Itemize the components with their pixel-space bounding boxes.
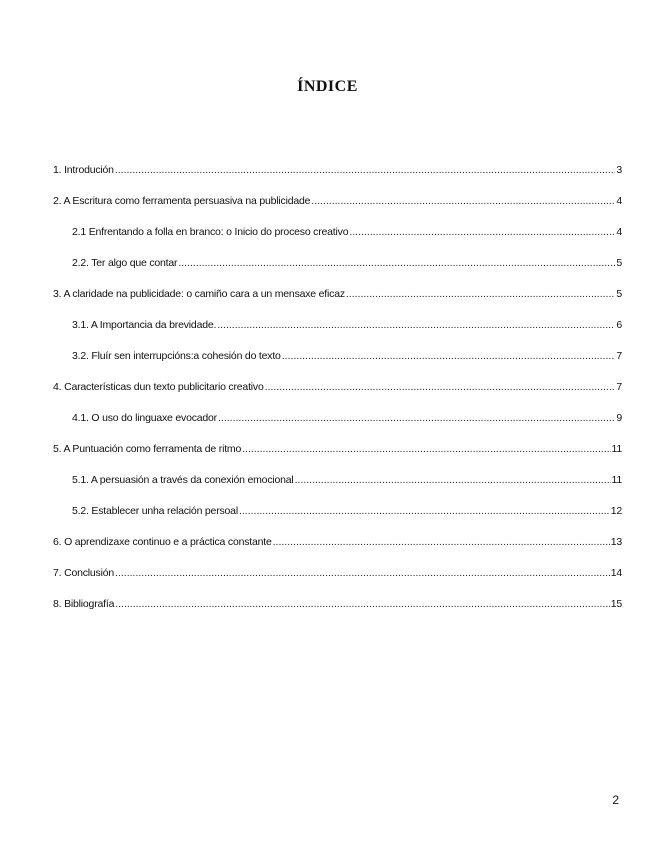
page-number: 2 [612,793,619,807]
dot-leader [115,566,610,580]
toc-entry-brevidade[interactable] [72,318,622,332]
toc-entry-folla-en-branco[interactable] [72,225,622,239]
toc-entry-introducion[interactable] [53,163,622,177]
dot-leader [295,473,611,487]
toc-entry-label: 2.2. Ter algo que contar [72,257,178,269]
toc-entry-conclusion[interactable] [53,566,622,580]
toc-entry-page: 4 [616,195,622,207]
toc-entry-page: 4 [616,226,622,238]
toc-entry-label: 8. Bibliografía [53,598,115,610]
toc-entry-cohesion[interactable] [72,349,622,363]
page-title: ÍNDICE [297,78,358,95]
toc-entry-page: 5 [616,257,622,269]
toc-entry-label: 4. Características dun texto publicitario creativo [53,381,264,393]
toc-entry-aprendizaxe[interactable] [53,535,622,549]
dot-leader [311,194,615,208]
dot-leader [115,163,616,177]
dot-leader [239,504,610,518]
toc-entry-label: 5. A Puntuación como ferramenta de ritmo [53,443,242,455]
toc-entry-label: 2. A Escritura como ferramenta persuasiva na publicidade [53,195,311,207]
toc-entry-page: 6 [616,319,622,331]
toc-entry-page: 13 [610,536,622,548]
dot-leader [346,287,615,301]
toc-entry-page: 7 [616,350,622,362]
toc-entry-label: 5.2. Establecer unha relación persoal [72,505,238,517]
dot-leader [115,597,610,611]
toc-entry-page: 5 [616,288,622,300]
toc-entry-label: 4.1. O uso do linguaxe evocador [72,412,217,424]
toc-entry-page: 14 [610,567,622,579]
toc-entry-page: 11 [611,443,622,455]
toc-entry-linguaxe-evocador[interactable] [72,411,622,425]
toc-entry-page: 15 [610,598,622,610]
toc-entry-bibliografia[interactable] [53,597,622,611]
toc-entry-label: 3.2. Fluír sen interrupcións:a cohesión do texto [72,350,281,362]
toc-entry-ter-algo-que-contar[interactable] [72,256,622,270]
toc-entry-page: 9 [616,412,622,424]
toc-entry-page: 11 [611,474,622,486]
toc-entry-label: 3. A claridade na publicidade: o camiño cara a un mensaxe eficaz [53,288,345,300]
dot-leader [217,318,615,332]
toc-entry-label: 7. Conclusión [53,567,115,579]
toc-entry-page: 3 [616,164,622,176]
toc-entry-escritura[interactable] [53,194,622,208]
toc-entry-label: 3.1. A Importancia da brevidade. [72,319,217,331]
toc-entry-page: 7 [616,381,622,393]
toc-entry-claridade[interactable] [53,287,622,301]
dot-leader [242,442,610,456]
toc-entry-label: 2.1 Enfrentando a folla en branco: o Inicio do proceso creativo [72,226,349,238]
dot-leader [178,256,615,270]
toc-entry-page: 12 [610,505,622,517]
toc-entry-relacion-persoal[interactable] [72,504,622,518]
dot-leader [265,380,616,394]
toc-entry-label: 6. O aprendizaxe continuo e a práctica constante [53,536,272,548]
dot-leader [282,349,616,363]
dot-leader [218,411,615,425]
toc-entry-label: 1. Introdución [53,164,114,176]
toc-entry-caracteristicas[interactable] [53,380,622,394]
toc-entry-puntuacion[interactable] [53,442,622,456]
dot-leader [349,225,615,239]
toc-entry-persuasion[interactable] [72,473,622,487]
toc-entry-label: 5.1. A persuasión a través da conexión emocional [72,474,294,486]
dot-leader [273,535,610,549]
